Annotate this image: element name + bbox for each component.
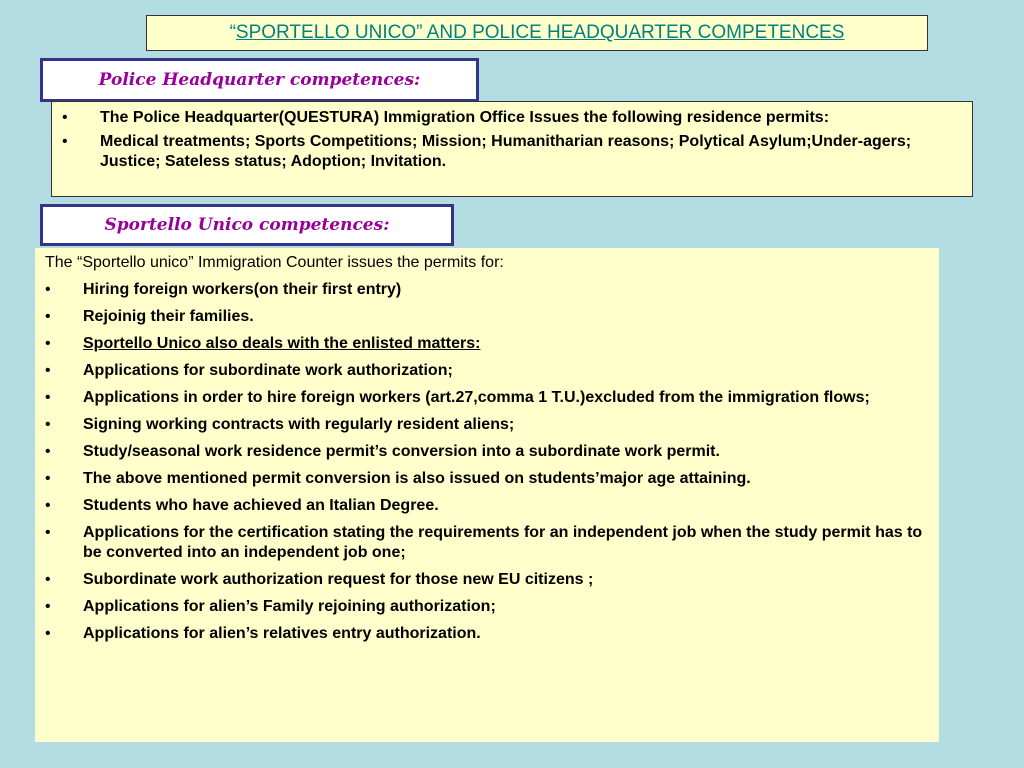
bullet-icon: • bbox=[45, 308, 51, 325]
list-item-text: The Police Headquarter(QUESTURA) Immigration Office Issues the following residence permits: bbox=[100, 109, 830, 126]
list-item-text: Applications for alien’s Family rejoining authorization; bbox=[83, 598, 496, 615]
list-item-text: Applications for alien’s relatives entry authorization. bbox=[83, 625, 481, 642]
list-item bbox=[45, 469, 929, 489]
list-item-text: Rejoinig their families. bbox=[83, 308, 254, 325]
list-item bbox=[45, 280, 929, 300]
title-text: SPORTELLO UNICO” AND POLICE HEADQUARTER COMPETENCES bbox=[235, 22, 845, 43]
list-item-text: Students who have achieved an Italian Degree. bbox=[83, 497, 439, 514]
bullet-icon: • bbox=[45, 443, 51, 460]
slide-title bbox=[146, 15, 928, 51]
list-item bbox=[45, 442, 929, 462]
bullet-icon: • bbox=[45, 281, 51, 298]
police-competences-box bbox=[51, 101, 973, 197]
police-list bbox=[62, 108, 952, 172]
police-heading: Police Headquarter competences: bbox=[40, 58, 479, 102]
list-item bbox=[45, 624, 929, 644]
bullet-icon: • bbox=[62, 133, 68, 150]
list-item-text: Study/seasonal work residence permit’s conversion into a subordinate work permit. bbox=[83, 443, 720, 460]
list-item-text: Applications for subordinate work authorization; bbox=[83, 362, 453, 379]
bullet-icon: • bbox=[45, 571, 51, 588]
list-item bbox=[45, 361, 929, 381]
list-item bbox=[45, 388, 929, 408]
list-item-text: Hiring foreign workers(on their first entry) bbox=[83, 281, 402, 298]
list-item bbox=[45, 415, 929, 435]
bullet-icon: • bbox=[45, 335, 51, 352]
bullet-icon: • bbox=[45, 470, 51, 487]
list-item bbox=[45, 496, 929, 516]
bullet-icon: • bbox=[45, 362, 51, 379]
list-item bbox=[45, 570, 929, 590]
list-item-text: Medical treatments; Sports Competitions; Mission; Humanitharian reasons; Polytical Asylum;Under-agers; Justice; Sateless status; Adoption; Invitation. bbox=[100, 133, 912, 170]
bullet-icon: • bbox=[45, 625, 51, 642]
list-item-text: The above mentioned permit conversion is also issued on students’major age attaining. bbox=[83, 470, 751, 487]
bullet-icon: • bbox=[45, 524, 51, 541]
list-item-text: Applications for the certification stating the requirements for an independent job when the study permit has to be converted into an independent job one; bbox=[83, 524, 923, 561]
bullet-icon: • bbox=[45, 389, 51, 406]
sportello-intro: The “Sportello unico” Immigration Counter issues the permits for: bbox=[45, 254, 504, 271]
list-item bbox=[45, 307, 929, 327]
list-item bbox=[62, 108, 952, 128]
list-item bbox=[45, 597, 929, 617]
bullet-icon: • bbox=[62, 109, 68, 126]
list-item bbox=[62, 132, 952, 172]
bullet-icon: • bbox=[45, 416, 51, 433]
list-item bbox=[45, 523, 929, 563]
list-item-text: Sportello Unico also deals with the enlisted matters: bbox=[83, 335, 481, 352]
list-item-text: Applications in order to hire foreign workers (art.27,comma 1 T.U.)excluded from the immigration flows; bbox=[83, 389, 870, 406]
sportello-heading: Sportello Unico competences: bbox=[40, 204, 454, 246]
sportello-list bbox=[45, 280, 929, 644]
bullet-icon: • bbox=[45, 598, 51, 615]
list-item-text: Signing working contracts with regularly resident aliens; bbox=[83, 416, 515, 433]
list-item-text: Subordinate work authorization request for those new EU citizens ; bbox=[83, 571, 594, 588]
title-open-quote: “ bbox=[229, 22, 236, 43]
bullet-icon: • bbox=[45, 497, 51, 514]
sportello-competences-box bbox=[35, 248, 939, 742]
list-item bbox=[45, 334, 929, 354]
